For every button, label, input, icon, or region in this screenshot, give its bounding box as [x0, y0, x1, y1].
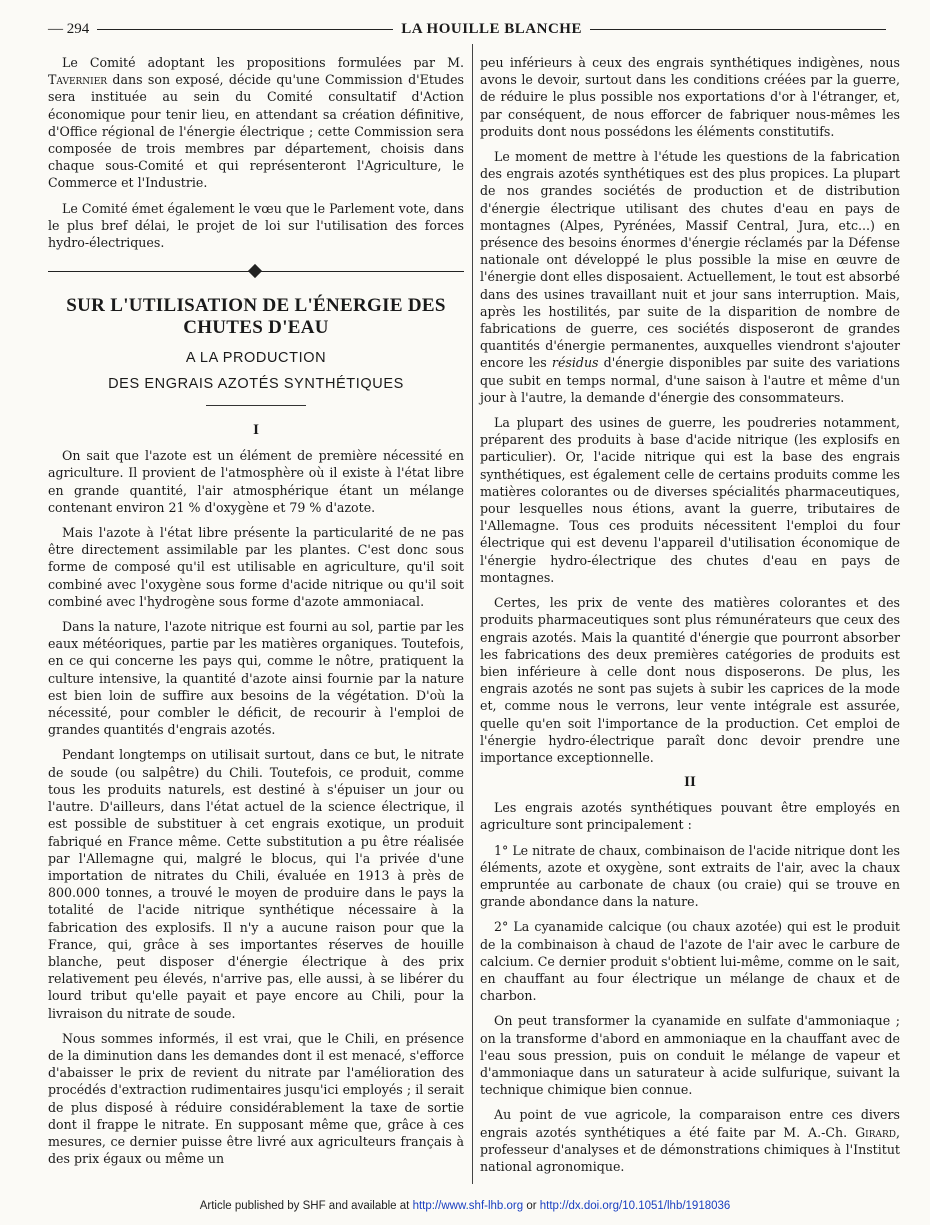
intro-paragraph-1: Le Comité adoptant les propositions formulées par M. Tavernier dans son exposé, décide qu'une Commission d'Etudes sera instituée au sein du Comité consultatif d'Action économique pour tenir lieu, en attendant sa création définitive, d'Office régional de l'énergie électrique ; cette Commission sera composée de trois membres par département, choisis dans chaque sous-Comité et qui représenteront l'Agriculture, le Commerce et l'Industrie. — [48, 55, 464, 191]
doi-link[interactable]: http://dx.doi.org/10.1051/lhb/1918036 — [539, 1200, 731, 1212]
running-header — [48, 18, 894, 40]
article-subtitle-1: A LA PRODUCTION — [185, 350, 327, 367]
body-paragraph: La plupart des usines de guerre, les poudreries notamment, préparent des produits à base d'acide nitrique (les explosifs en particulier). Or, l'acide nitrique qui est la base des engrais synthétiques, est également celle de certains produits comme les matières colorantes ou de diverses spécialités pharmaceutiques, pour lesquelles nous étions, avant la guerre, tributaires de l'Allemagne. Tous ces produits nécessitent l'emploi du four électrique qui est devenu l'appareil d'utilisation économique de l'énergie hydro-électrique des chutes d'eau en pays de montagnes. — [480, 415, 900, 585]
body-paragraph: Mais l'azote à l'état libre présente la particularité de ne pas être directement assimilable par les plantes. C'est donc sous forme de composé qu'il est utilisable en agriculture, qu'il soit combiné avec l'oxygène sous forme d'acide nitrique ou qu'il soit combiné avec l'hydrogène sous forme d'azote ammoniacal. — [48, 525, 464, 609]
author-name: Girard — [855, 1124, 896, 1140]
ornament-diamond-icon — [248, 264, 262, 278]
article-subtitle-2: DES ENGRAIS AZOTÉS SYNTHÉTIQUES — [108, 376, 404, 393]
body-paragraph: Certes, les prix de vente des matières colorantes et des produits pharmaceutiques sont plus rémunérateurs que ceux des engrais azotés. Mais la quantité d'énergie que pourront absorber les fabrications des deux premières catégories de produits est bien inférieure à celle dont nous disposerons. De plus, les engrais azotés ne sont pas sujets à subir les caprices de la mode et, comme nous le verrons, leur vente intégrale est assurée, quelle qu'en soit l'importance de la production. Cet emploi de l'énergie hydro-électrique paraît donc devoir prendre une importance exceptionnelle. — [480, 595, 900, 765]
body-paragraph: Nous sommes informés, il est vrai, que le Chili, en présence de la diminution dans les demandes dont il est menacé, s'efforce d'abaisser le prix de revient du nitrate par l'amélioration des procédés d'extraction rudimentaires jusqu'ici employés ; il serait de plus disposé à réduire considérablement la taxe de sortie dont il frappe le nitrate. En supposant même que, grâce à ces mesures, ce dernier puisse être livré aux agriculteurs français à des prix égaux ou même un — [48, 1030, 464, 1167]
body-paragraph: Au point de vue agricole, la comparaison entre ces divers engrais azotés synthétiques a été faite par M. A.-Ch. Girard, professeur d'analyses et de démonstrations chimiques à l'Institut national agronomique. — [480, 1107, 900, 1174]
right-column — [480, 54, 900, 1183]
author-name: Tavernier — [48, 72, 108, 88]
italic-term: résidus — [551, 355, 599, 371]
page-number: — 294 — [48, 20, 90, 37]
body-paragraph: Le moment de mettre à l'étude les questions de la fabrication des engrais azotés synthétiques est des plus propices. La plupart de nos grandes sociétés de production et de distribution d'énergie électrique utilisant des chutes d'eau en pays de montagnes (Alpes, Pyrénées, Massif Central, Jura, etc...) en présence des besoins énormes d'énergie réclamés par la Défense nationale ont développé le plus possible la mise en œuvre de l'énergie dont elles disposaient. Actuellement, le tout est absorbé dans des usines travaillant nuit et jour sans interruption. Mais, après les hostilités, par suite de la disparition de nombre de fabrications de guerre, ces sociétés disposeront de grandes quantités d'énergie permanentes, auxquelles viendront s'ajouter encore les résidus d'énergie disponibles par suite des variations que subit en temps normal, d'une saison à l'autre et même d'un jour à l'autre, la demande d'énergie des consommateurs. — [480, 149, 900, 405]
title-rule — [206, 405, 306, 406]
column-divider — [472, 44, 473, 1184]
section-heading-2: II — [684, 774, 696, 791]
body-paragraph: On sait que l'azote est un élément de première nécessité en agriculture. Il provient de l'atmosphère où il existe à l'état libre en grande quantité, l'air atmosphérique étant un mélange contenant environ 21 % d'oxygène et 79 % d'azote. — [48, 448, 464, 515]
body-paragraph: 1° Le nitrate de chaux, combinaison de l'acide nitrique dont les éléments, azote et oxygène, sont extraits de l'air, avec la chaux empruntée au carbonate de chaux (ou craie) qui se trouve en grande abondance dans la nature. — [480, 842, 901, 910]
section-ornament — [48, 265, 464, 279]
publication-footer: Article published by SHF and available at http://www.shf-lhb.org or http://dx.doi.org/10.1051/lhb/1918036 — [199, 1200, 731, 1212]
body-paragraph: Dans la nature, l'azote nitrique est fourni au sol, partie par les eaux météoriques, partie par les matières organiques. Toutefois, en ce qui concerne les pays qui, comme le nôtre, pratiquent la culture intensive, la quantité d'azote ainsi fournie par la nature est bien loin de suffire aux besoins de la végétation. D'où la nécessité, pour combler le déficit, de recourir à l'emploi de grandes quantités d'engrais azotés. — [48, 619, 464, 738]
intro-paragraph-2: Le Comité émet également le vœu que le Parlement vote, dans le plus bref délai, le projet de loi sur l'utilisation des forces hydro-électriques. — [48, 200, 464, 251]
journal-title: LA HOUILLE BLANCHE — [401, 20, 582, 37]
body-paragraph: Les engrais azotés synthétiques pouvant être employés en agriculture sont principalement : — [480, 800, 900, 833]
body-paragraph-continued: peu inférieurs à ceux des engrais synthétiques indigènes, nous avons le devoir, surtout dans les conditions créées par la guerre, de réduire le plus possible nos exportations d'or à l'étranger, et, par conséquent, de nous efforcer de fabriquer nous-mêmes les produits dont nous possédons les éléments constitutifs. — [480, 55, 900, 139]
body-paragraph: Pendant longtemps on utilisait surtout, dans ce but, le nitrate de soude (ou salpêtre) du Chili. Toutefois, ce produit, comme tous les produits naturels, est destiné à s'épuiser un jour ou l'autre. D'ailleurs, dans l'état actuel de la science électrique, il est possible de substituer à cet engrais exotique, un produit fabriqué en France même. Cette substitution a pu être réalisée par l'Allemagne qui, malgré le blocus, qui l'a privée d'une importation de nitrates du Chili, évaluée en 1913 à près de 800.000 tonnes, a trouvé le moyen de produire dans le pays la totalité de l'acide nitrique synthétique nécessaire à la fabrication des explosifs. Il n'y a aucune raison pour que la France, qui, grâce à ses importantes réserves de houille blanche, peut disposer d'énergie électrique à des prix relativement peu élevés, n'arrive pas, elle aussi, à se libérer du lourd tribut qu'elle payait et paye encore au Chili, pour la livraison du nitrate de soude. — [48, 747, 464, 1021]
shf-link[interactable]: http://www.shf-lhb.org — [412, 1200, 524, 1212]
header-rule-left — [97, 29, 393, 30]
body-paragraph: On peut transformer la cyanamide en sulfate d'ammoniaque ; on la transforme d'abord en ammoniaque en la chauffant avec de l'eau sous pression, puis on conduit le mélange de vapeur et d'ammoniaque dans un saturateur à acide sulfurique, suivant la technique chimique bien connue. — [480, 1013, 900, 1098]
section-heading-1: I — [253, 422, 259, 439]
header-rule-right — [590, 29, 886, 30]
body-paragraph: 2° La cyanamide calcique (ou chaux azotée) qui est le produit de la combinaison à chaud de l'azote de l'air avec le carbure de calcium. Ce dernier produit s'obtient lui-même, comme on le sait, en chauffant au four électrique un mélange de chaux et de charbon. — [480, 919, 900, 1004]
left-column — [48, 54, 464, 1175]
article-title: SUR L'UTILISATION DE L'ÉNERGIE DES CHUTES D'EAU — [66, 295, 446, 339]
